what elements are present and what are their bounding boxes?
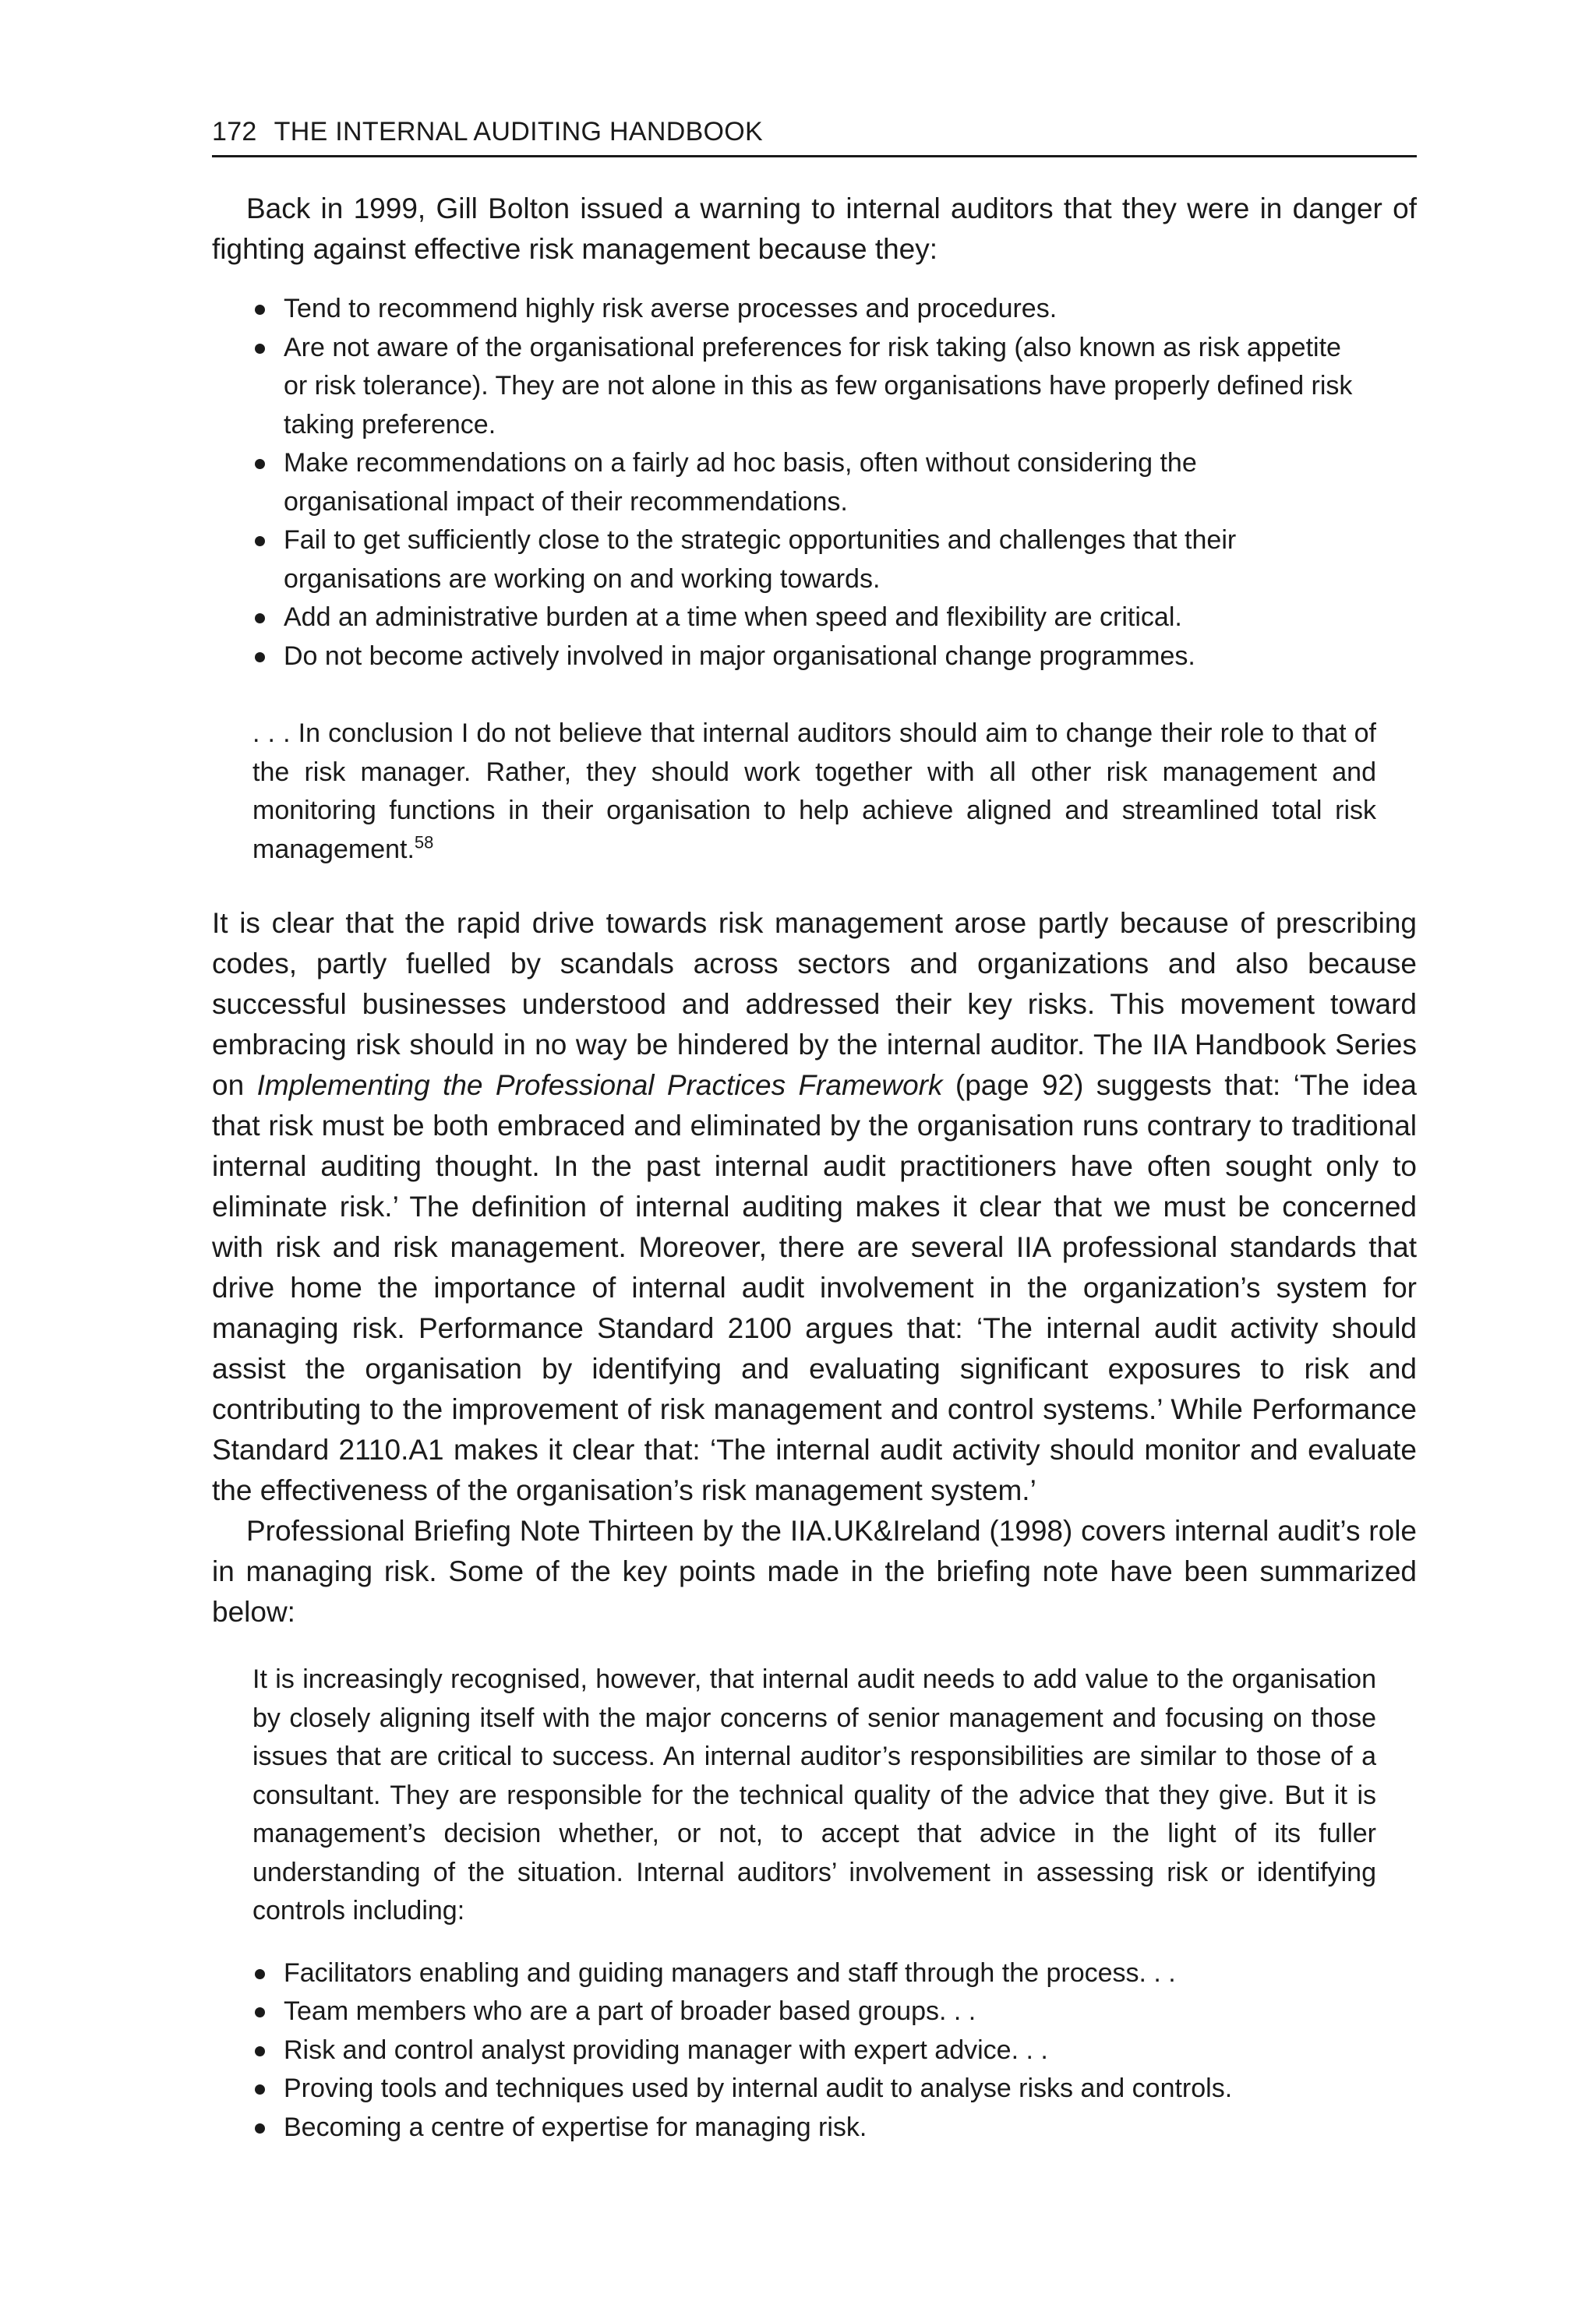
list-item: Are not aware of the organisational preferences for risk taking (also known as risk appetite or risk tolerance). They are not alone in this as few organisations have properly defined risk taking preference. bbox=[284, 329, 1365, 445]
briefing-points-list bbox=[212, 1954, 1365, 2148]
book-series-title: Implementing the Professional Practices Framework bbox=[256, 1069, 943, 1101]
list-item: Risk and control analyst providing manager with expert advice. . . bbox=[284, 2031, 1365, 2070]
bolton-quote bbox=[252, 715, 1376, 869]
list-item: Make recommendations on a fairly ad hoc basis, often without considering the organisational impact of their recommendations. bbox=[284, 444, 1365, 521]
page-number: 172 bbox=[212, 117, 257, 146]
page-content bbox=[212, 117, 1417, 2147]
list-item: Do not become actively involved in major organisational change programmes. bbox=[284, 637, 1365, 676]
footnote-ref: 58 bbox=[414, 832, 434, 852]
briefing-paragraph: Professional Briefing Note Thirteen by the IIA.UK&Ireland (1998) covers internal audit’s role in managing risk. Some of the key points made in the briefing note have been summarized below: bbox=[212, 1515, 1417, 1628]
intro-paragraph: Back in 1999, Gill Bolton issued a warning to internal auditors that they were in danger of fighting against effective risk management because they: bbox=[212, 192, 1417, 265]
list-item: Add an administrative burden at a time when speed and flexibility are critical. bbox=[284, 598, 1365, 637]
list-item: Becoming a centre of expertise for managing risk. bbox=[284, 2109, 1365, 2148]
book-title: THE INTERNAL AUDITING HANDBOOK bbox=[274, 117, 764, 146]
bolton-quote-text: . . . In conclusion I do not believe that internal auditors should aim to change their role to that of the risk manager. Rather, they should work together with all other risk management and monitoring functions in their organisation to help achieve aligned and streamlined total risk management. bbox=[252, 718, 1376, 864]
list-item: Tend to recommend highly risk averse processes and procedures. bbox=[284, 290, 1365, 329]
list-item: Facilitators enabling and guiding managers and staff through the process. . . bbox=[284, 1954, 1365, 1993]
bolton-points-list bbox=[212, 290, 1365, 676]
list-item: Fail to get sufficiently close to the strategic opportunities and challenges that their organisations are working on and working towards. bbox=[284, 521, 1365, 598]
body-text-part2: (page 92) suggests that: ‘The idea that risk must be both embraced and eliminated by the organisation runs contrary to traditional internal auditing thought. In the past internal audit practitioners have often sought only to eliminate risk.’ The definition of internal auditing makes it clear that we must be concerned with risk and risk management. Moreover, there are several IIA professional standards that drive home the importance of internal audit involvement in the organization’s system for managing risk. Performance Standard 2100 argues that: ‘The internal audit activity should assist the organisation by identifying and evaluating significant exposures to risk and contributing to the improvement of risk management and control systems.’ While Performance Standard 2110.A1 makes it clear that: ‘The internal audit activity should monitor and evaluate the effectiveness of the organisation’s risk management system.’ bbox=[212, 1069, 1417, 1506]
list-item: Proving tools and techniques used by internal audit to analyse risks and controls. bbox=[284, 2070, 1365, 2109]
body-paragraph bbox=[212, 903, 1417, 1511]
briefing-quote: It is increasingly recognised, however, that internal audit needs to add value to the organisation by closely aligning itself with the major concerns of senior management and focusing on those issues that are critical to success. An internal auditor’s responsibilities are similar to those of a consultant. They are responsible for the technical quality of the advice that they give. But it is management’s decision whether, or not, to accept that advice in the light of its fuller understanding of the situation. Internal auditors’ involvement in assessing risk or identifying controls including: bbox=[252, 1664, 1376, 1925]
list-item: Team members who are a part of broader based groups. . . bbox=[284, 1993, 1365, 2031]
running-head bbox=[212, 117, 1417, 157]
body-text-part1: It is clear that the rapid drive towards risk management arose partly because of prescribing codes, partly fuelled by scandals across sectors and organizations and also because successful businesses understood and addressed their key risks. This movement toward embracing risk should in no way be hindered by the internal auditor. The IIA Handbook Series on bbox=[212, 907, 1417, 1101]
